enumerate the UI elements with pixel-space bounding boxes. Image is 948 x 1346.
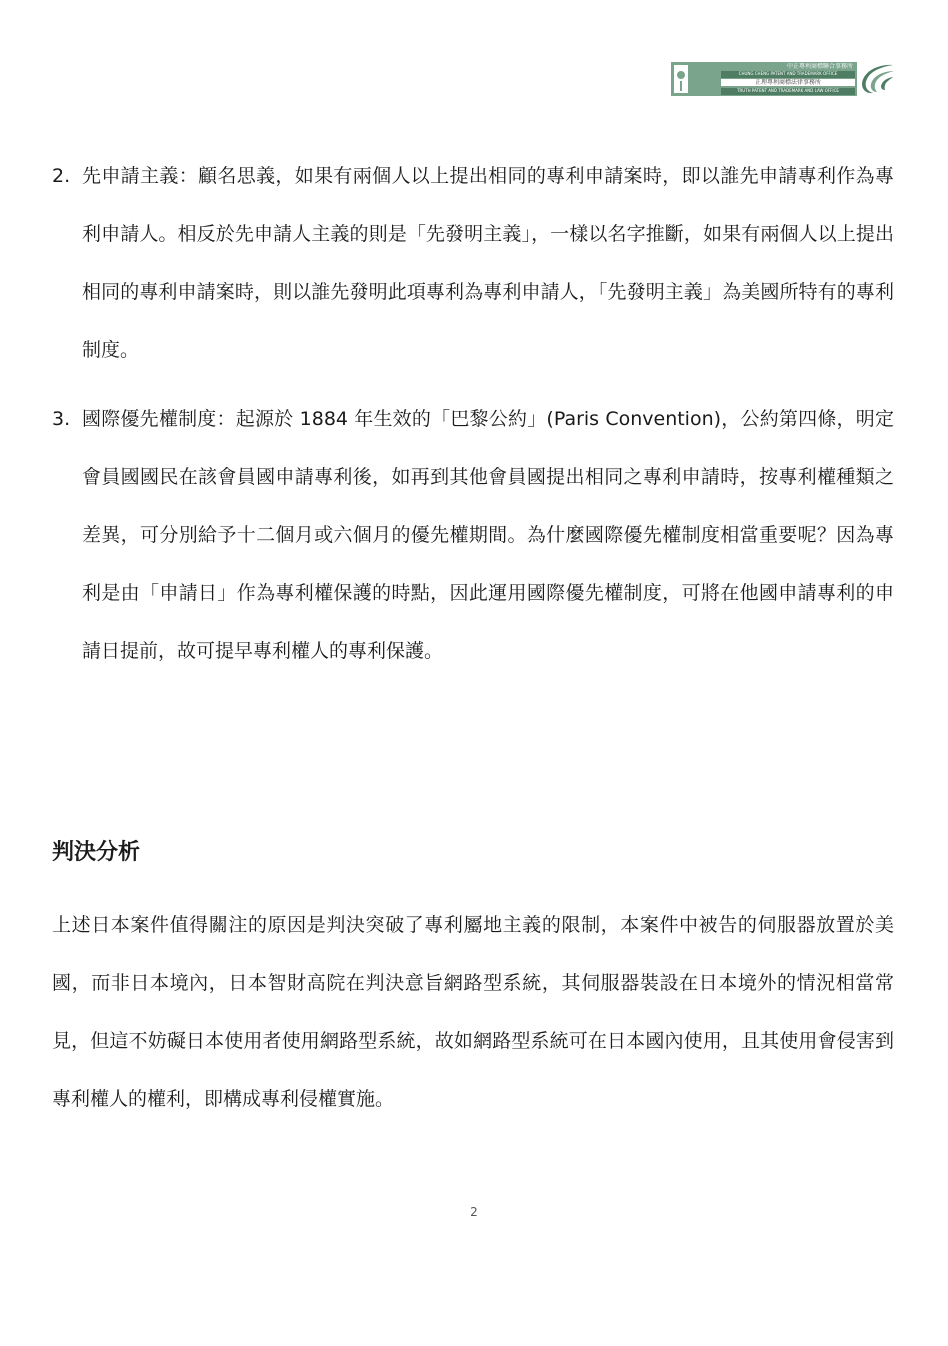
- list-item: [52, 390, 894, 680]
- list-item-number: 2.: [52, 165, 71, 187]
- logo-emblem-icon: [674, 65, 688, 93]
- page-number: 2: [470, 1205, 478, 1219]
- body-paragraph: 上述日本案件值得關注的原因是判決突破了專利屬地主義的限制，本案件中被告的伺服器放置於美國，而非日本境內，日本智財高院在判決意旨網路型系統，其伺服器裝設在日本境外的情況相當常見，但這不妨礙日本使用者使用網路型系統，故如網路型系統可在日本國內使用，且其使用會侵害到專利權人的權利，即構成專利侵權實施。: [52, 914, 894, 1110]
- firm-logo: [671, 62, 895, 96]
- logo-swoosh-icon: [857, 62, 895, 96]
- firm-name-2-en: TRUTH PATENT AND TRADEMARK AND LAW OFFICE: [721, 88, 855, 95]
- firm-name-1-cn: 中正專利商標聯合事務所: [786, 63, 853, 70]
- firm-name-2-cn: 正理專利商標法律事務所: [721, 79, 855, 86]
- list-item-number: 3.: [52, 408, 71, 430]
- list-item-text: 先申請主義：顧名思義，如果有兩個人以上提出相同的專利申請案時，即以誰先申請專利作為專利申請人。相反於先申請人主義的則是「先發明主義」，一樣以名字推斷，如果有兩個人以上提出相同的專利申請案時，則以誰先發明此項專利為專利申請人，「先發明主義」為美國所特有的專利制度。: [82, 165, 894, 361]
- list-item-text: 國際優先權制度：起源於 1884 年生效的「巴黎公約」(Paris Convention)，公約第四條，明定會員國國民在該會員國申請專利後，如再到其他會員國提出相同之專利申請時，按專利權種類之差異，可分別給予十二個月或六個月的優先權期間。為什麼國際優先權制度相當重要呢？因為專利是由「申請日」作為專利權保護的時點，因此運用國際優先權制度，可將在他國申請專利的申請日提前，故可提早專利權人的專利保護。: [82, 408, 894, 662]
- firm-name-1-en: CHUNG CHENG PATENT AND TRADEMARK OFFICE: [721, 71, 855, 78]
- logo-banner: [671, 62, 857, 96]
- list-item: [52, 147, 894, 379]
- section-heading: 判決分析: [52, 840, 141, 865]
